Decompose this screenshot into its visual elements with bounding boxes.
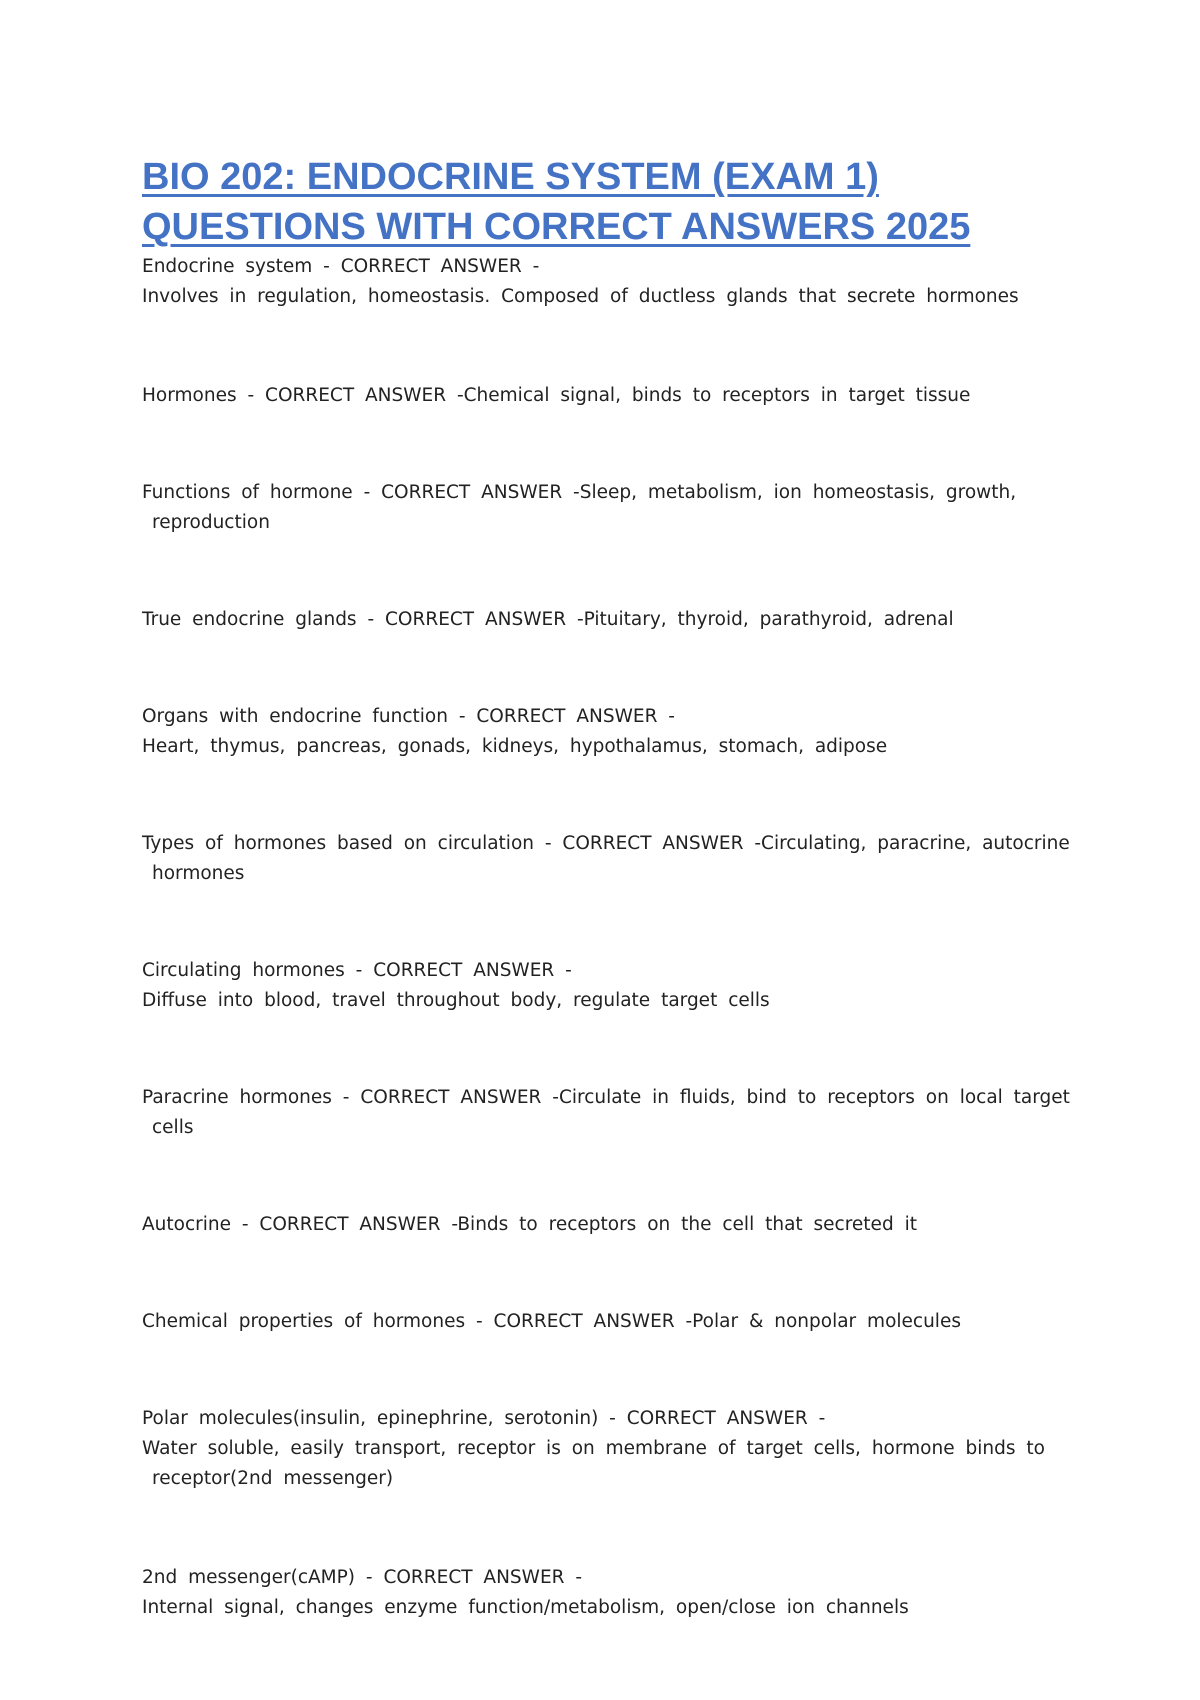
qa-question: Organs with endocrine function - CORRECT ANSWER - (142, 706, 675, 727)
qa-entry-endocrine-system (142, 252, 1042, 312)
qa-answer: Heart, thymus, pancreas, gonads, kidneys, hypothalamus, stomach, adipose (142, 736, 888, 757)
qa-entry-polar-molecules (142, 1404, 1045, 1494)
qa-entry-paracrine-hormones (142, 1083, 1070, 1143)
qa-question: Polar molecules(insulin, epinephrine, serotonin) - CORRECT ANSWER - (142, 1408, 826, 1429)
qa-question: True endocrine glands - CORRECT ANSWER -Pituitary, thyroid, parathyroid, adrenal (142, 609, 954, 630)
qa-question: Circulating hormones - CORRECT ANSWER - (142, 960, 572, 981)
qa-answer: hormones (152, 863, 245, 884)
qa-answer-continued: receptor(2nd messenger) (152, 1468, 394, 1489)
qa-question: Autocrine - CORRECT ANSWER -Binds to receptors on the cell that secreted it (142, 1214, 917, 1235)
qa-entry-circulating-hormones (142, 956, 1042, 1016)
qa-answer: reproduction (152, 512, 270, 533)
qa-question: Paracrine hormones - CORRECT ANSWER -Circulate in fluids, bind to receptors on local target (142, 1087, 1070, 1108)
document-title (142, 152, 1042, 252)
qa-entry-chemical-properties (142, 1307, 1042, 1337)
qa-question: 2nd messenger(cAMP) - CORRECT ANSWER - (142, 1567, 583, 1588)
title-line-2: QUESTIONS WITH CORRECT ANSWERS 2025 (142, 206, 971, 248)
qa-question: Endocrine system - CORRECT ANSWER - (142, 256, 540, 277)
qa-answer: Internal signal, changes enzyme function/metabolism, open/close ion channels (142, 1597, 909, 1618)
qa-question: Chemical properties of hormones - CORRECT ANSWER -Polar & nonpolar molecules (142, 1311, 961, 1332)
qa-question: Types of hormones based on circulation - CORRECT ANSWER -Circulating, paracrine, autocrine (142, 833, 1070, 854)
qa-question: Hormones - CORRECT ANSWER -Chemical signal, binds to receptors in target tissue (142, 385, 971, 406)
qa-entry-organs-endocrine-function (142, 702, 1042, 762)
qa-answer: Water soluble, easily transport, receptor is on membrane of target cells, hormone binds to (142, 1438, 1045, 1459)
qa-entry-types-of-hormones (142, 829, 1070, 889)
qa-answer: Involves in regulation, homeostasis. Composed of ductless glands that secrete hormones (142, 286, 1019, 307)
qa-entry-hormones (142, 381, 1042, 411)
qa-answer: cells (152, 1117, 194, 1138)
qa-entry-true-endocrine-glands (142, 605, 1042, 635)
qa-answer: Diffuse into blood, travel throughout body, regulate target cells (142, 990, 770, 1011)
qa-question: Functions of hormone - CORRECT ANSWER -Sleep, metabolism, ion homeostasis, growth, (142, 482, 1017, 503)
qa-entry-2nd-messenger (142, 1563, 1042, 1623)
qa-entry-autocrine (142, 1210, 1042, 1240)
title-line-1: BIO 202: ENDOCRINE SYSTEM (EXAM 1) (142, 156, 879, 198)
qa-entry-functions-of-hormone (142, 478, 1042, 538)
